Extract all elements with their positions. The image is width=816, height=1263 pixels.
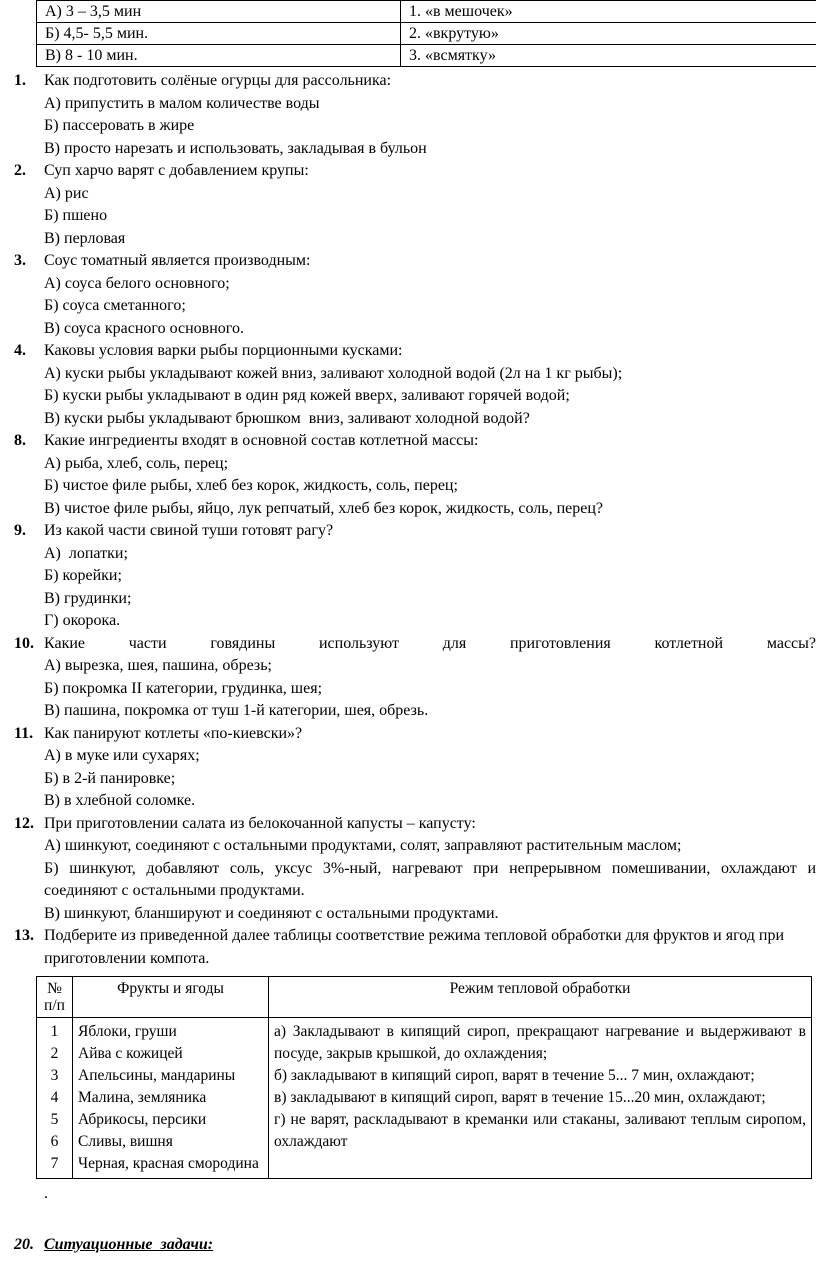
question-number: 10. [14, 634, 34, 652]
fruit-item: Сливы, вишня [78, 1133, 173, 1150]
table-header-fruits: Фрукты и ягоды [73, 977, 269, 1018]
question-option: А) шинкуют, соединяют с остальными продуктами, солят, заправляют растительным маслом; [44, 837, 682, 854]
question-12 [0, 813, 816, 926]
question-option: А) вырезка, шея, пашина, обрезь; [44, 657, 272, 674]
question-option: В) шинкуют, бланшируют и соединяют с остальными продуктами. [44, 904, 499, 922]
question-option: Б) покромка II категории, грудинка, шея; [44, 679, 323, 697]
compote-data-row [37, 1018, 812, 1179]
question-text: Как подготовить солёные огурцы для рассольника: [44, 72, 392, 89]
question-number: 13. [14, 927, 34, 944]
match-cell-time: А) 3 – 3,5 мин [37, 1, 401, 23]
fruit-item: Черная, красная смородина [78, 1155, 259, 1172]
question-number: 9. [14, 522, 26, 539]
row-number: 2 [50, 1045, 59, 1062]
regime-item: б) закладывают в кипящий сироп, варят в течение 5... 7 мин, охлаждают; [274, 1067, 755, 1084]
question-option: Б) шинкуют, добавляют соль, уксус 3%-ный, нагревают при непрерывном помешивании, охлаждают и соединяют с остальными продуктами. [44, 859, 816, 899]
footer-number: 20. [14, 1235, 34, 1253]
question-text: Подберите из приведенной далее таблицы соответствие режима тепловой обработки для фруктов и ягод при приготовлении компота. [44, 927, 785, 967]
question-text: Как панируют котлеты «по-киевски»? [44, 724, 303, 742]
question-option: Б) куски рыбы укладывают в один ряд кожей вверх, заливают горячей водой; [44, 387, 570, 404]
fruit-item: Малина, земляника [78, 1089, 207, 1106]
footer-label: Ситуационные задачи: [44, 1235, 214, 1253]
question-text: При приготовлении салата из белокочанной капусты – капусту: [44, 814, 476, 832]
row-number: 4 [50, 1089, 59, 1106]
fruits-cell [73, 1018, 269, 1179]
question-option: Б) корейки; [44, 567, 122, 584]
table-header-number: № п/п [37, 977, 73, 1018]
question-option: В) грудинки; [44, 589, 132, 607]
question-text: Из какой части свиной туши готовят рагу? [44, 522, 334, 539]
question-option: В) просто нарезать и использовать, закладывая в бульон [44, 139, 427, 157]
regime-item: г) не варят, раскладывают в креманки или стаканы, заливают теплым сиропом, охлаждают [274, 1111, 806, 1150]
situational-tasks-heading [0, 1234, 816, 1257]
question-option: Б) в 2-й панировке; [44, 769, 176, 787]
egg-timing-match-table [36, 0, 816, 67]
question-option: А) в муке или сухарях; [44, 747, 200, 764]
row-number: 5 [50, 1111, 59, 1128]
question-13 [0, 925, 816, 970]
question-number: 1. [14, 72, 26, 89]
question-text: Суп харчо варят с добавлением крупы: [44, 162, 309, 179]
question-option: В) перловая [44, 229, 126, 247]
question-option: А) лопатки; [44, 544, 128, 562]
question-option: В) чистое филе рыбы, яйцо, лук репчатый, хлеб без корок, жидкость, соль, перец? [44, 499, 604, 517]
fruit-item: Абрикосы, персики [78, 1111, 207, 1128]
match-cell-egg: 2. «вкрутую» [401, 23, 816, 45]
row-number: 6 [50, 1133, 59, 1150]
question-2 [0, 160, 816, 250]
fruit-item: Апельсины, мандарины [78, 1067, 236, 1084]
question-option: А) куски рыбы укладывают кожей вниз, заливают холодной водой (2л на 1 кг рыбы); [44, 364, 623, 382]
regimes-cell [269, 1018, 812, 1179]
question-option: Б) соуса сметанного; [44, 297, 186, 314]
question-1 [0, 70, 816, 160]
question-number: 8. [14, 432, 26, 449]
match-cell-time: В) 8 - 10 мин. [37, 45, 401, 67]
question-text: Каковы условия варки рыбы порционными кусками: [44, 342, 403, 359]
question-option: Б) пшено [44, 207, 108, 224]
question-3 [0, 250, 816, 340]
match-cell-egg: 3. «всмятку» [401, 45, 816, 67]
table-header-regime: Режим тепловой обработки [269, 977, 812, 1018]
question-option: А) соуса белого основного; [44, 274, 230, 292]
match-row [37, 45, 816, 67]
question-number: 4. [14, 342, 26, 359]
question-option: А) припустить в малом количестве воды [44, 94, 320, 112]
question-option: В) куски рыбы укладывают брюшком вниз, заливают холодной водой? [44, 409, 530, 427]
question-option: А) рис [44, 184, 89, 202]
regime-item: а) Закладывают в кипящий сироп, прекращают нагревание и выдерживают в посуде, закрыв крышкой, до охлаждения; [274, 1023, 806, 1062]
question-9 [0, 520, 816, 633]
trailing-dot: . [44, 1185, 48, 1202]
row-numbers-cell [37, 1018, 73, 1179]
row-number: 1 [50, 1023, 59, 1040]
question-11 [0, 723, 816, 813]
question-number: 11. [14, 724, 34, 742]
match-row [37, 1, 816, 23]
regime-item: в) закладывают в кипящий сироп, варят в течение 15...20 мин, охлаждают; [274, 1089, 766, 1106]
question-text: Соус томатный является производным: [44, 252, 311, 269]
match-cell-egg: 1. «в мешочек» [401, 1, 816, 23]
question-4 [0, 340, 816, 430]
questions-list [0, 70, 816, 970]
row-number: 7 [50, 1155, 59, 1172]
question-option: В) пашина, покромка от туш 1-й категории, шея, обрезь. [44, 702, 429, 719]
question-10 [0, 633, 816, 723]
question-option: Б) пассеровать в жире [44, 117, 195, 134]
compote-header-row [37, 977, 812, 1018]
question-option: В) в хлебной соломке. [44, 792, 196, 809]
fruit-item: Айва с кожицей [78, 1045, 183, 1062]
question-number: 2. [14, 162, 26, 179]
match-row [37, 23, 816, 45]
question-8 [0, 430, 816, 520]
match-cell-time: Б) 4,5- 5,5 мин. [37, 23, 401, 45]
question-option: Б) чистое филе рыбы, хлеб без корок, жидкость, соль, перец; [44, 477, 458, 494]
question-number: 3. [14, 252, 26, 269]
question-option: Г) окорока. [44, 612, 121, 629]
question-text: Какие части говядины используют для приготовления котлетной массы? [44, 634, 816, 652]
fruit-item: Яблоки, груши [78, 1023, 177, 1040]
question-number: 12. [14, 814, 34, 832]
question-option: В) соуса красного основного. [44, 319, 244, 337]
question-text: Какие ингредиенты входят в основной состав котлетной массы: [44, 432, 479, 449]
compote-table [36, 976, 812, 1179]
question-option: А) рыба, хлеб, соль, перец; [44, 454, 229, 472]
row-number: 3 [50, 1067, 59, 1084]
